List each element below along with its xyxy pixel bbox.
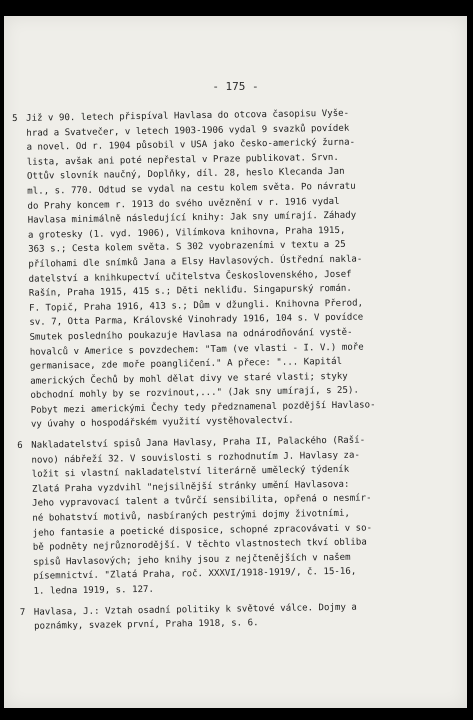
text-line: 363 s.; Cesta kolem světa. S 302 vyobrazeními v textu a 25 <box>28 240 346 256</box>
text-line: hrad a Svatvečer, v letech 1903-1906 vydal 9 svazků povídek <box>26 123 350 139</box>
text-line: poznámky, svazek první, Praha 1918, s. 6. <box>34 618 259 632</box>
footnotes-block <box>12 105 473 641</box>
text-line: datelství a knihkupectví učitelstva Československého, Josef <box>28 269 352 285</box>
text-line: do Prahy koncem r. 1913 do svého uvěznění v r. 1916 vydal <box>27 196 340 212</box>
footnote-number: 6 <box>17 440 23 452</box>
text-line: obchodní mohly by se rozvinout,..." (Jak sny umírají, s 25). <box>30 385 360 402</box>
footnote-text <box>26 105 473 433</box>
text-line: sv. 7, Otta Parma, Královské Vinohrady 1916, 104 s. V povídce <box>29 312 364 329</box>
text-line: jeho fantasie a poetické disposice, schopné zpracovávati v so- <box>32 523 373 539</box>
footnote-6 <box>17 432 473 600</box>
text-line: Již v 90. letech přispíval Havlasa do otcova časopisu Vyše- <box>26 108 350 124</box>
text-line: ml., s. 770. Odtud se vydal na cestu kolem světa. Po návratu <box>27 181 356 197</box>
footnote-7 <box>20 598 473 634</box>
text-line: a novel. Od r. 1904 působil v USA jako česko-americký žurna- <box>26 137 356 153</box>
footnote-text <box>31 432 473 599</box>
footnote-number: 5 <box>12 113 18 124</box>
footnote-number: 7 <box>19 607 26 618</box>
page-number: - 175 - <box>212 80 259 93</box>
footnote-5 <box>12 105 473 433</box>
text-line: novo) nábřeží 32. V souvislosti s rozhodnutím J. Havlasy za- <box>31 450 361 466</box>
text-line: bě podněty nejrůznorodější. V těchto vlastnostech tkví obliba <box>32 537 367 553</box>
text-line: a grotesky (1. vyd. 1906), Vilímkova knihovna, Praha 1915, <box>27 225 346 241</box>
text-line: Smutek posledního poukazuje Havlasa na odnárodňování vystě- <box>29 327 353 343</box>
text-line: germanisace, zde moře poangličení." A přece: "... Kapitál <box>29 356 343 372</box>
text-line: né bohatství motivů, nasbíraných pestrými dojmy životními, <box>32 508 350 524</box>
text-line: Havlasa, J.: Vztah osadní politiky k světové válce. Dojmy a <box>33 602 357 618</box>
text-line: ložit si vlastní nakladatelství literárně umělecký týdeník <box>31 464 350 480</box>
text-line: přílohami dle snímků Jana a Elsy Havlasových. Ústřední nakla- <box>28 254 363 270</box>
text-line: Rašín, Praha 1915, 415 s.; Děti nekliđu. Singapurský román. <box>28 283 352 299</box>
text-line: 1. ledna 1919, s. 127. <box>33 584 155 597</box>
text-line: lista, avšak ani poté nepřestal v Praze publikovat. Srvn. <box>26 152 339 168</box>
text-line: Zlatá Praha vyzdvihl "nejsilnější stránky umění Havlasova: <box>31 479 350 495</box>
text-line: spisů Havlasových; jeho knihy jsou z nejčtenějších v našem <box>33 552 351 568</box>
text-line: Havlasa minimálně následující knihy: Jak sny umírají. Záhady <box>27 210 357 226</box>
text-line: Nakladatelství spisů Jana Havlasy, Praha II, Palackého (Raší- <box>31 435 366 451</box>
text-line: amerických Čechů by mohl dělat divy ve staré vlasti; styky <box>30 371 348 387</box>
footnote-text <box>34 598 473 634</box>
text-line: Pobyt mezi americkými Čechy tedy předznamenal pozdější Havlaso- <box>30 400 376 416</box>
text-line: F. Topič, Praha 1916, 413 s.; Dům v džungli. Knihovna Přerod, <box>29 298 364 314</box>
text-line: vy úvahy o hospodářském využití vystěhovalectví. <box>30 416 294 431</box>
text-line: Jeho vypravovací talent a tvůrčí sensibilita, opřená o nesmír- <box>32 493 372 510</box>
document-sheet <box>4 16 467 708</box>
text-line: písemnictví. "Zlatá Praha, roč. XXXVI/1918-1919/, č. 15-16, <box>33 567 357 583</box>
text-line: Ottův slovník naučný, Doplňky, díl. 28, heslo Klecanda Jan <box>26 167 345 183</box>
text-line: hovalců v Americe s povzdechem: "Tam (ve vlasti - I. V.) moře <box>29 342 364 358</box>
